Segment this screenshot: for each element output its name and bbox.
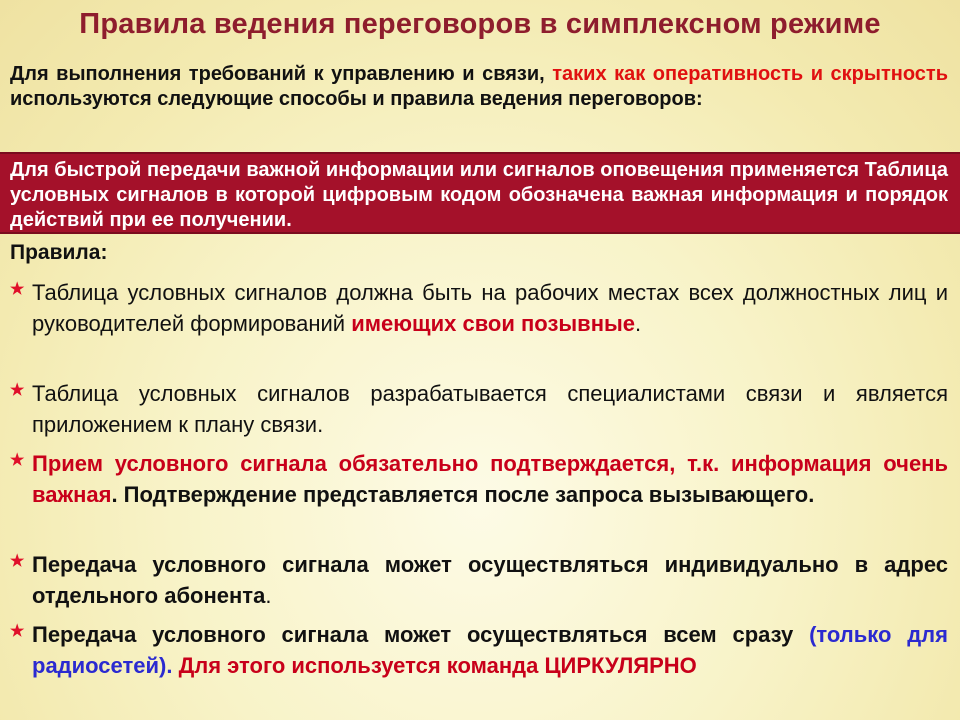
intro-highlight: таких как оперативность и скрытность [552,63,948,85]
rule-1-highlight: имеющих свои позывные [351,311,636,336]
rule-item-4 [10,549,948,611]
rule-5-text: Передача условного сигнала может осуществляться всем сразу [32,622,810,647]
rule-4-text: Передача условного сигнала может осуществляться индивидуально в адрес отдельного абонента [32,552,948,608]
rule-5-blue: (только для радиосетей). [32,622,948,678]
rule-3-text: . Подтверждение представляется после запроса вызывающего. [111,482,815,507]
star-bullet-icon: ★ [10,623,25,640]
rule-1-text: Таблица условных сигналов должна быть на рабочих местах всех должностных лиц и руководителей формирований [32,280,948,336]
rule-item-2 [10,378,948,440]
rule-4-end: . [265,583,272,608]
rule-5-highlight: Для этого используется команда ЦИРКУЛЯРНО [172,653,697,678]
star-bullet-icon: ★ [10,452,25,469]
star-bullet-icon: ★ [10,281,25,298]
highlight-banner [0,152,960,234]
rule-2-text: Таблица условных сигналов разрабатывается специалистами связи и является приложением к плану связи. [32,381,948,437]
rule-item-1 [10,277,948,339]
intro-paragraph [10,62,948,112]
intro-text-2: используются следующие способы и правила ведения переговоров: [10,88,703,110]
rule-3-highlight: Прием условного сигнала обязательно подтверждается, т.к. информация очень важная [32,451,948,507]
intro-text-1: Для выполнения требований к управлению и связи, [10,63,553,85]
rule-1-end: . [635,311,642,336]
star-bullet-icon: ★ [10,553,25,570]
rules-heading: Правила: [10,241,108,264]
banner-text: Для быстрой передачи важной информации или сигналов оповещения применяется Таблица условных сигналов в которой цифровым кодом обозначена важная информация и порядок действий при ее получении. [10,159,948,231]
rule-item-3 [10,448,948,510]
star-bullet-icon: ★ [10,382,25,399]
slide-title: Правила ведения переговоров в симплексном режиме [79,8,881,40]
rule-item-5 [10,619,948,681]
